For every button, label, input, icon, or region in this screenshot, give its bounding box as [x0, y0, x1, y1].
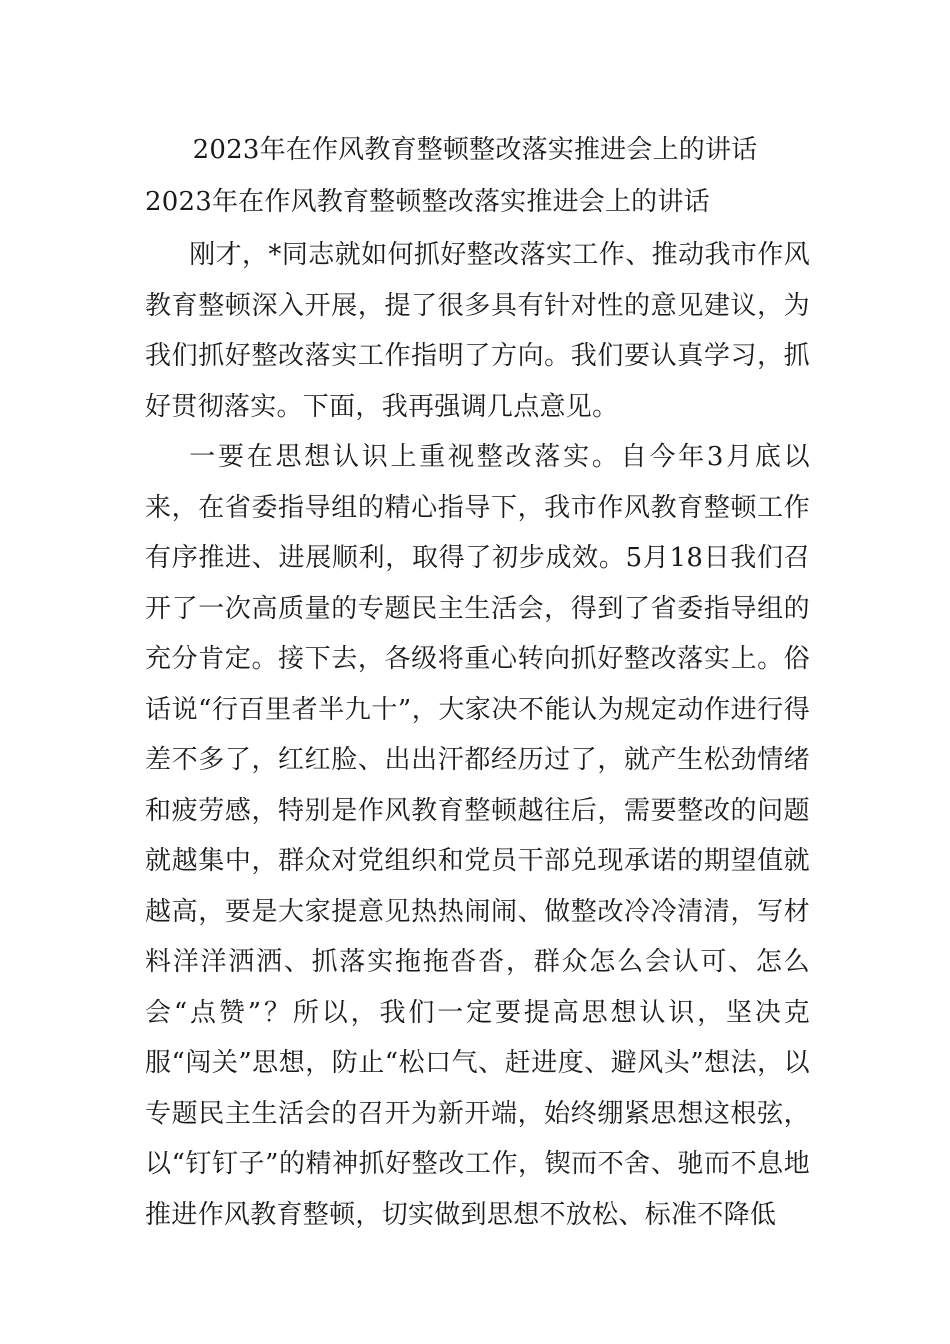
paragraph: 一要在思想认识上重视整改落实。自今年3月底以来，在省委指导组的精心指导下，我市作风教育整顿工作有序推进、进展顺利，取得了初步成效。5月18日我们召开了一次高质量的专题民主生活会，得到了省委指导组的充分肯定。接下去，各级将重心转向抓好整改落实上。俗话说“行百里者半九十”，大家决不能认为规定动作进行得差不多了，红红脸、出出汗都经历过了，就产生松劲情绪和疲劳感，特别是作风教育整顿越往后，需要整改的问题就越集中，群众对党组织和党员干部兑现承诺的期望值就越高，要是大家提意见热热闹闹、做整改冷冷清清，写材料洋洋洒洒、抓落实拖拖沓沓，群众怎么会认可、怎么会“点赞”？所以，我们一定要提高思想认识，坚决克服“闯关”思想，防止“松口气、赶进度、避风头”想法，以专题民主生活会的召开为新开端，始终绷紧思想这根弦，以“钉钉子”的精神抓好整改工作，锲而不舍、驰而不息地推进作风教育整顿，切实做到思想不放松、标准不降低 [145, 442, 810, 1230]
paragraph: 刚才，*同志就如何抓好整改落实工作、推动我市作风教育整顿深入开展，提了很多具有针对性的意见建议，为我们抓好整改落实工作指明了方向。我们要认真学习，抓好贯彻落实。下面，我再强调几点意见。 [145, 240, 810, 422]
document-subtitle: 2023年在作风教育整顿整改落实推进会上的讲话 [145, 187, 710, 217]
document-title: 2023年在作风教育整顿整改落实推进会上的讲话 [192, 135, 758, 165]
document-body [145, 230, 810, 1240]
